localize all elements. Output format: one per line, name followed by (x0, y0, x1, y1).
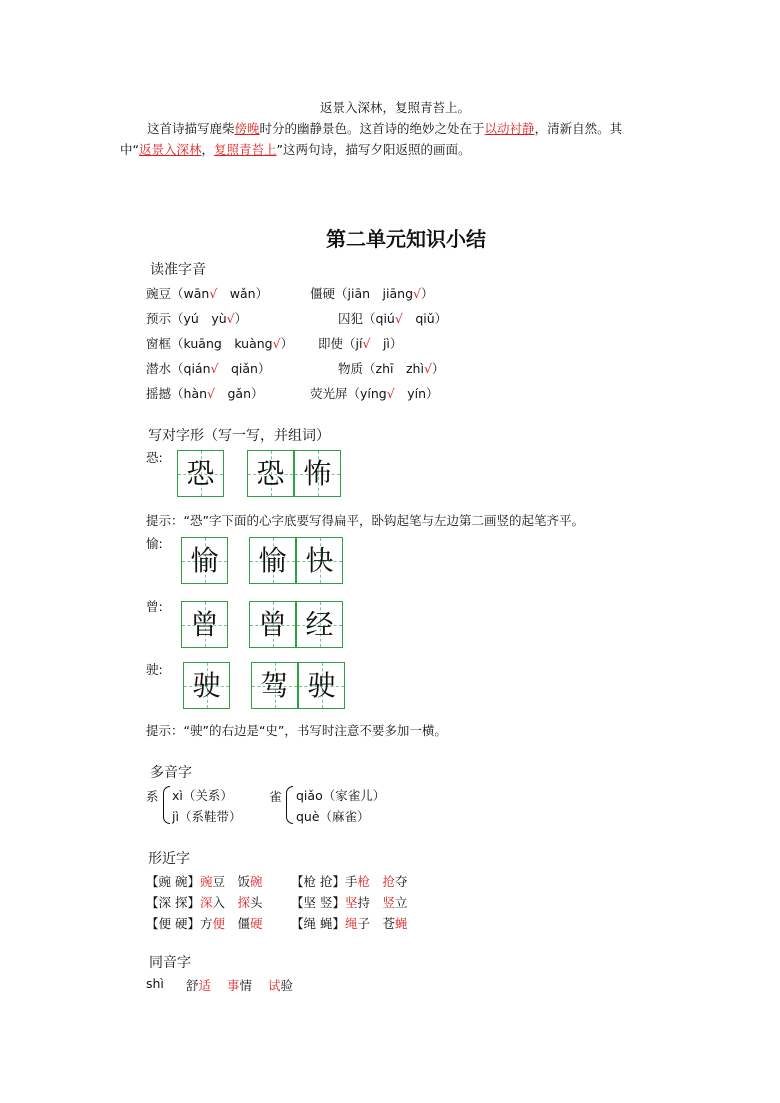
homophone-pinyin: shì (146, 976, 164, 991)
verse-line: 返景入深林，复照青苔上。 (320, 100, 471, 115)
grid-character: 驶 (192, 669, 221, 702)
pronunciation-item (146, 359, 270, 377)
char-label: 恐: (146, 450, 163, 465)
word: 豌豆 (146, 286, 172, 301)
pinyin-option: （hàn (171, 386, 208, 401)
word: 囚犯 (338, 311, 364, 326)
intro-paragraph-line2: 中“返景入深林，复照青苔上”这两句诗，描写夕阳返照的画面。 (120, 142, 471, 157)
polyphone-reading: jì（系鞋带） (172, 809, 242, 824)
pinyin-option: yín） (407, 386, 439, 401)
section-heading-homophone: 同音字 (149, 955, 191, 971)
grid-character: 曾 (258, 608, 287, 641)
pinyin-option: jiāng (382, 286, 414, 301)
check-icon: √ (386, 386, 395, 401)
grid-character: 经 (305, 608, 334, 641)
section-heading-similar: 形近字 (148, 851, 190, 867)
pinyin-bracket: ） (280, 336, 294, 351)
similar-row-left (146, 872, 263, 890)
word-char: 入 (212, 895, 226, 910)
tip-shi: 提示：“驶”的右边是“史”，书写时注意不要多加一横。 (146, 723, 447, 738)
pinyin-bracket: ） (234, 311, 248, 326)
word-char: 豌 (199, 874, 213, 889)
word-char: 抢 (382, 874, 396, 889)
polyphone-char-1: 系 (146, 789, 159, 804)
keyword-line1: 返景入深林 (138, 142, 202, 157)
pinyin-option: （jiān (335, 286, 371, 301)
word-char: 方 (199, 916, 213, 931)
check-icon: √ (423, 361, 432, 376)
grid-character: 驾 (260, 669, 289, 702)
polyphone-char-2: 雀 (269, 789, 282, 804)
pinyin-option: gǎn） (227, 386, 264, 401)
char-pair: 【便 硬】 (146, 916, 200, 931)
word: 潜水 (146, 361, 172, 376)
pinyin-option: （kuāng (171, 336, 222, 351)
word-char: 僵 (237, 916, 251, 931)
check-icon: √ (394, 311, 403, 326)
check-icon: √ (209, 286, 218, 301)
tian-grid-box (177, 450, 224, 497)
keyword-contrast: 以动衬静 (484, 121, 535, 136)
word-char: 头 (250, 895, 263, 910)
pinyin-option: kuàng (234, 336, 273, 351)
check-icon: √ (413, 286, 421, 301)
pronunciation-item (146, 309, 247, 327)
homophone-word: 试验 (268, 978, 294, 993)
pinyin-option: yù (211, 311, 227, 326)
char-pair: 【深 探】 (146, 895, 200, 910)
word-char: 夺 (395, 874, 408, 889)
pinyin-option: （wān (171, 286, 210, 301)
pinyin-option: wǎn） (229, 286, 269, 301)
word-char: 蝇 (395, 916, 408, 931)
polyphone-reading: xì（关系） (172, 788, 233, 803)
section-heading-polyphone: 多音字 (150, 765, 192, 781)
word-char: 手 (344, 874, 358, 889)
homophone-word: 舒适 (186, 978, 212, 993)
word-char: 竖 (382, 895, 396, 910)
word-char: 持 (357, 895, 371, 910)
page-title: 第二单元知识小结 (326, 227, 486, 251)
word: 窗框 (146, 336, 172, 351)
word-char: 苍 (382, 916, 396, 931)
word: 荧光屏 (310, 386, 348, 401)
tian-grid-box (181, 601, 228, 648)
word-char: 豆 (212, 874, 226, 889)
word-char: 探 (237, 895, 251, 910)
check-icon: √ (207, 386, 215, 401)
tian-grid-box (251, 662, 298, 709)
keyword-dusk: 傍晚 (234, 121, 260, 136)
check-icon: √ (272, 336, 281, 351)
brace-2 (286, 786, 293, 824)
word: 物质 (338, 361, 364, 376)
pronunciation-item (318, 334, 402, 352)
tip-kong: 提示：“恐”字下面的心字底要写得扁平，卧钩起笔与左边第二画竖的起笔齐平。 (146, 513, 584, 528)
word-char: 硬 (250, 916, 263, 931)
char-label: 驶: (146, 662, 163, 677)
tian-grid-box (296, 537, 343, 584)
pronunciation-item (338, 359, 444, 377)
grid-character: 曾 (190, 608, 219, 641)
grid-character: 恐 (256, 457, 285, 490)
char-label: 愉: (146, 536, 163, 551)
tian-grid-box (181, 537, 228, 584)
char-label: 曾: (146, 599, 163, 614)
word-char: 饭 (237, 874, 251, 889)
pinyin-option: jì） (382, 336, 403, 351)
word-char: 碗 (250, 874, 263, 889)
word-char: 子 (357, 916, 371, 931)
word-char: 坚 (344, 895, 358, 910)
word-char: 立 (395, 895, 408, 910)
similar-row-left (146, 893, 263, 911)
word-char: 枪 (357, 874, 371, 889)
grid-character: 驶 (307, 669, 336, 702)
tian-grid-box (249, 537, 296, 584)
pronunciation-item (310, 284, 434, 302)
pinyin-option: （qián (171, 361, 211, 376)
brace-1 (163, 786, 170, 824)
word-char: 便 (212, 916, 226, 931)
char-pair: 【枪 抢】 (291, 874, 345, 889)
section-heading-writing: 写对字形（写一写，并组词） (148, 428, 330, 444)
grid-character: 愉 (258, 544, 287, 577)
pinyin-option: （yú (171, 311, 199, 326)
similar-row-right (291, 893, 408, 911)
grid-character: 怖 (303, 457, 332, 490)
char-pair: 【坚 竖】 (291, 895, 345, 910)
check-icon: √ (210, 361, 219, 376)
tian-grid-box (296, 601, 343, 648)
pronunciation-item (338, 309, 447, 327)
pinyin-option: （jí (343, 336, 363, 351)
pronunciation-item (146, 284, 268, 302)
pinyin-option: （yíng (347, 386, 387, 401)
similar-row-right (291, 914, 408, 932)
similar-row-left (146, 914, 263, 932)
pinyin-option: zhì (405, 361, 424, 376)
word: 预示 (146, 311, 172, 326)
check-icon: √ (226, 311, 235, 326)
pinyin-option: qiǔ） (415, 311, 448, 326)
tian-grid-box (249, 601, 296, 648)
polyphone-reading: què（麻雀） (296, 809, 370, 824)
char-pair: 【绳 蝇】 (291, 916, 345, 931)
pinyin-bracket: ） (420, 286, 434, 301)
char-pair: 【豌 碗】 (146, 874, 200, 889)
word-char: 深 (199, 895, 213, 910)
polyphone-reading: qiǎo（家雀儿） (296, 788, 386, 803)
similar-row-right (291, 872, 408, 890)
pronunciation-item (146, 384, 264, 402)
tian-grid-box (298, 662, 345, 709)
grid-character: 快 (305, 544, 334, 577)
pinyin-option: （qiú (363, 311, 395, 326)
intro-paragraph-line1: 这首诗描写鹿柴傍晚时分的幽静景色。这首诗的绝妙之处在于以动衬静，清新自然。其 (147, 121, 623, 136)
word: 即使 (318, 336, 344, 351)
keyword-line2: 复照青苔上 (214, 142, 277, 157)
pronunciation-item (310, 384, 439, 402)
homophone-word: 事情 (227, 978, 253, 993)
tian-grid-box (247, 450, 294, 497)
grid-character: 恐 (186, 457, 215, 490)
pinyin-bracket: ） (431, 361, 445, 376)
word: 僵硬 (310, 286, 336, 301)
pinyin-option: （zhī (363, 361, 394, 376)
pinyin-option: qiǎn） (230, 361, 271, 376)
tian-grid-box (183, 662, 230, 709)
pronunciation-item (146, 334, 293, 352)
section-heading-pronunciation: 读准字音 (150, 262, 206, 278)
tian-grid-box (294, 450, 341, 497)
word: 摇撼 (146, 386, 172, 401)
grid-character: 愉 (190, 544, 219, 577)
check-icon: √ (362, 336, 371, 351)
word-char: 绳 (344, 916, 358, 931)
